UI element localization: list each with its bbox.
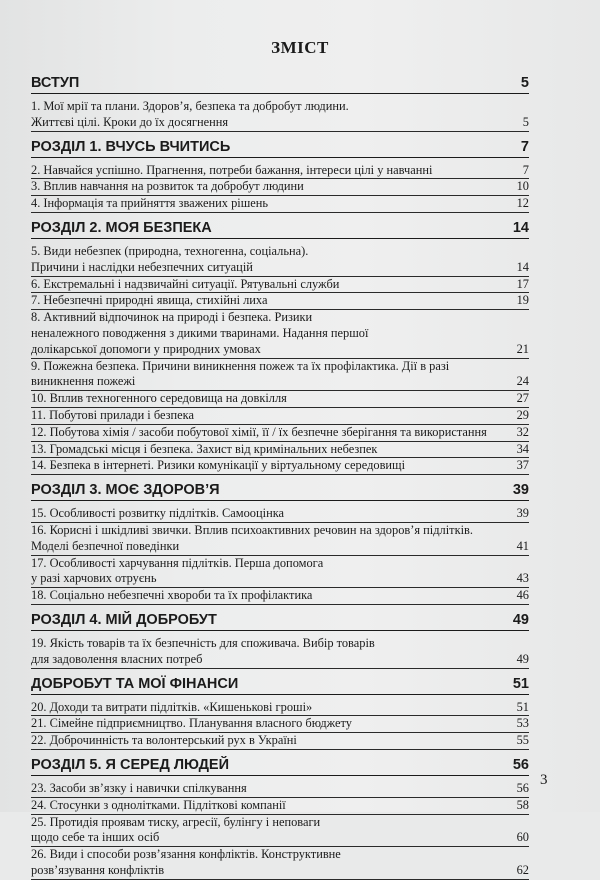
entry-page: 10 xyxy=(516,179,529,194)
entry-page: 56 xyxy=(516,780,529,795)
entry-page: 55 xyxy=(516,733,529,748)
toc-entry xyxy=(31,506,529,523)
entry-text: 18. Соціально небезпечні хвороби та їх профілактика xyxy=(31,588,313,603)
toc-entry xyxy=(31,244,529,277)
toc-section-heading xyxy=(31,611,529,631)
entry-text: 23. Засоби зв’язку і навички спілкування xyxy=(31,780,247,795)
section-page: 39 xyxy=(512,482,529,499)
toc-entry xyxy=(31,556,529,589)
entry-text: 7. Небезпечні природні явища, стихійні лиха xyxy=(31,293,268,308)
entry-page: 24 xyxy=(516,374,529,389)
entry-text: Причини і наслідки небезпечних ситуацій xyxy=(31,259,253,274)
toc-entry xyxy=(31,163,529,180)
entry-page: 49 xyxy=(516,651,529,666)
entry-page: 53 xyxy=(516,716,529,731)
entry-page: 41 xyxy=(516,538,529,553)
entry-page: 51 xyxy=(516,699,529,714)
entry-page: 60 xyxy=(516,830,529,845)
page-title: ЗМІСТ xyxy=(271,38,329,57)
entry-text: 5. Види небезпек (природна, техногенна, соціальна). xyxy=(31,243,309,258)
entry-text: 9. Пожежна безпека. Причини виникнення пожеж та їх профілактика. Дії в разі xyxy=(31,358,450,373)
toc-entry xyxy=(31,391,529,408)
entry-text: 17. Особливості харчування підлітків. Перша допомога xyxy=(31,555,324,570)
section-title: ДОБРОБУТ ТА МОЇ ФІНАНСИ xyxy=(31,675,239,692)
toc-entry xyxy=(31,588,529,605)
entry-text: 22. Доброчинність та волонтерський рух в Україні xyxy=(31,733,297,748)
entry-text: у разі харчових отруєнь xyxy=(31,571,157,586)
section-title: РОЗДІЛ 5. Я СЕРЕД ЛЮДЕЙ xyxy=(31,756,230,773)
entry-text: 3. Вплив навчання на розвиток та добробут людини xyxy=(31,179,304,194)
entry-page: 43 xyxy=(516,571,529,586)
toc-entry xyxy=(31,733,529,750)
entry-text: 8. Активний відпочинок на природі і безпека. Ризики xyxy=(31,310,313,325)
toc-entry xyxy=(31,277,529,294)
entry-text: 6. Екстремальні і надзвичайні ситуації. Рятувальні служби xyxy=(31,276,340,291)
entry-text: 1. Мої мрії та плани. Здоров’я, безпека та добробут людини. xyxy=(31,99,349,113)
entry-page: 29 xyxy=(516,407,529,422)
toc-entry xyxy=(31,310,529,358)
toc-entry xyxy=(31,847,529,880)
entry-text: неналежного поводження з дикими тваринами. Надання першої xyxy=(31,325,369,340)
toc-entry xyxy=(31,99,529,132)
entry-text: щодо себе та інших осіб xyxy=(31,830,160,845)
entry-page: 39 xyxy=(516,506,529,521)
section-title: ВСТУП xyxy=(31,75,80,91)
entry-text: Життєві цілі. Кроки до їх досягнення xyxy=(31,114,229,129)
section-page: 5 xyxy=(520,75,529,91)
entry-text: 15. Особливості розвитку підлітків. Самооцінка xyxy=(31,506,285,521)
toc-section-heading xyxy=(31,756,529,776)
entry-page: 34 xyxy=(516,441,529,456)
toc-entry xyxy=(31,425,529,442)
entry-page: 17 xyxy=(516,276,529,291)
entry-text: виникнення пожежі xyxy=(31,374,136,389)
toc-section-heading xyxy=(31,481,529,501)
entry-text: 2. Навчайся успішно. Прагнення, потреби бажання, інтереси цілі у навчанні xyxy=(31,162,433,177)
entry-page: 46 xyxy=(516,588,529,603)
toc-section-heading xyxy=(31,138,529,158)
entry-text: 11. Побутові прилади і безпека xyxy=(31,407,194,422)
entry-text: долікарської допомоги у природних умовах xyxy=(31,341,261,356)
section-title: РОЗДІЛ 4. МІЙ ДОБРОБУТ xyxy=(31,611,217,628)
toc-entry xyxy=(31,700,529,717)
entry-page: 14 xyxy=(516,259,529,274)
toc-entry xyxy=(31,408,529,425)
section-page: 51 xyxy=(512,675,529,692)
entry-page: 32 xyxy=(516,424,529,439)
section-page: 49 xyxy=(512,611,529,628)
entry-text: розв’язування конфліктів xyxy=(31,862,165,877)
entry-text: 4. Інформація та прийняття зважених рішень xyxy=(31,196,269,211)
section-title: РОЗДІЛ 1. ВЧУСЬ ВЧИТИСЬ xyxy=(31,138,231,155)
toc-entry xyxy=(31,196,529,213)
entry-text: 14. Безпека в інтернеті. Ризики комунікації у віртуальному середовищі xyxy=(31,458,406,473)
toc-entry xyxy=(31,458,529,475)
entry-text: 13. Громадські місця і безпека. Захист від кримінальних небезпек xyxy=(31,441,378,456)
entry-page: 37 xyxy=(516,458,529,473)
entry-text: 10. Вплив техногенного середовища на довкілля xyxy=(31,391,287,406)
toc-entry xyxy=(31,781,529,798)
entry-text: 19. Якість товарів та їх безпечність для споживача. Вибір товарів xyxy=(31,635,375,650)
table-of-contents xyxy=(31,74,529,880)
toc-entry xyxy=(31,359,529,392)
entry-page: 12 xyxy=(516,196,529,211)
entry-text: Моделі безпечної поведінки xyxy=(31,538,180,553)
toc-section-heading xyxy=(31,675,529,695)
entry-text: 24. Стосунки з однолітками. Підліткові компанії xyxy=(31,797,286,812)
toc-section-heading xyxy=(31,219,529,239)
section-page: 7 xyxy=(520,138,529,155)
entry-page: 58 xyxy=(516,797,529,812)
toc-entry xyxy=(31,442,529,459)
section-title: РОЗДІЛ 3. МОЄ ЗДОРОВ’Я xyxy=(31,482,220,499)
toc-entry xyxy=(31,815,529,848)
entry-page: 21 xyxy=(516,341,529,356)
page-number: 3 xyxy=(540,772,548,788)
toc-entry xyxy=(31,716,529,733)
section-page: 56 xyxy=(512,756,529,773)
entry-page: 5 xyxy=(522,114,529,129)
section-title: РОЗДІЛ 2. МОЯ БЕЗПЕКА xyxy=(31,219,212,236)
toc-entry xyxy=(31,293,529,310)
toc-entry xyxy=(31,179,529,196)
section-page: 14 xyxy=(512,219,529,236)
entry-text: 25. Протидія проявам тиску, агресії, булінгу і неповаги xyxy=(31,814,321,829)
entry-text: 21. Сімейне підприємництво. Планування власного бюджету xyxy=(31,716,352,731)
entry-text: 12. Побутова хімія / засоби побутової хімії, її / їх безпечне зберігання та використання xyxy=(31,424,487,439)
toc-section-heading xyxy=(31,74,529,94)
entry-page: 7 xyxy=(522,162,529,177)
toc-entry xyxy=(31,636,529,669)
entry-text: 16. Корисні і шкідливі звички. Вплив психоактивних речовин на здоров’я підлітків. xyxy=(31,522,473,537)
entry-text: 20. Доходи та витрати підлітків. «Кишенькові гроші» xyxy=(31,699,313,714)
entry-page: 27 xyxy=(516,391,529,406)
entry-text: 26. Види і способи розв’язання конфліктів. Конструктивне xyxy=(31,847,341,862)
toc-entry xyxy=(31,523,529,556)
entry-text: для задоволення власних потреб xyxy=(31,651,203,666)
entry-page: 62 xyxy=(516,862,529,877)
entry-page: 19 xyxy=(516,293,529,308)
